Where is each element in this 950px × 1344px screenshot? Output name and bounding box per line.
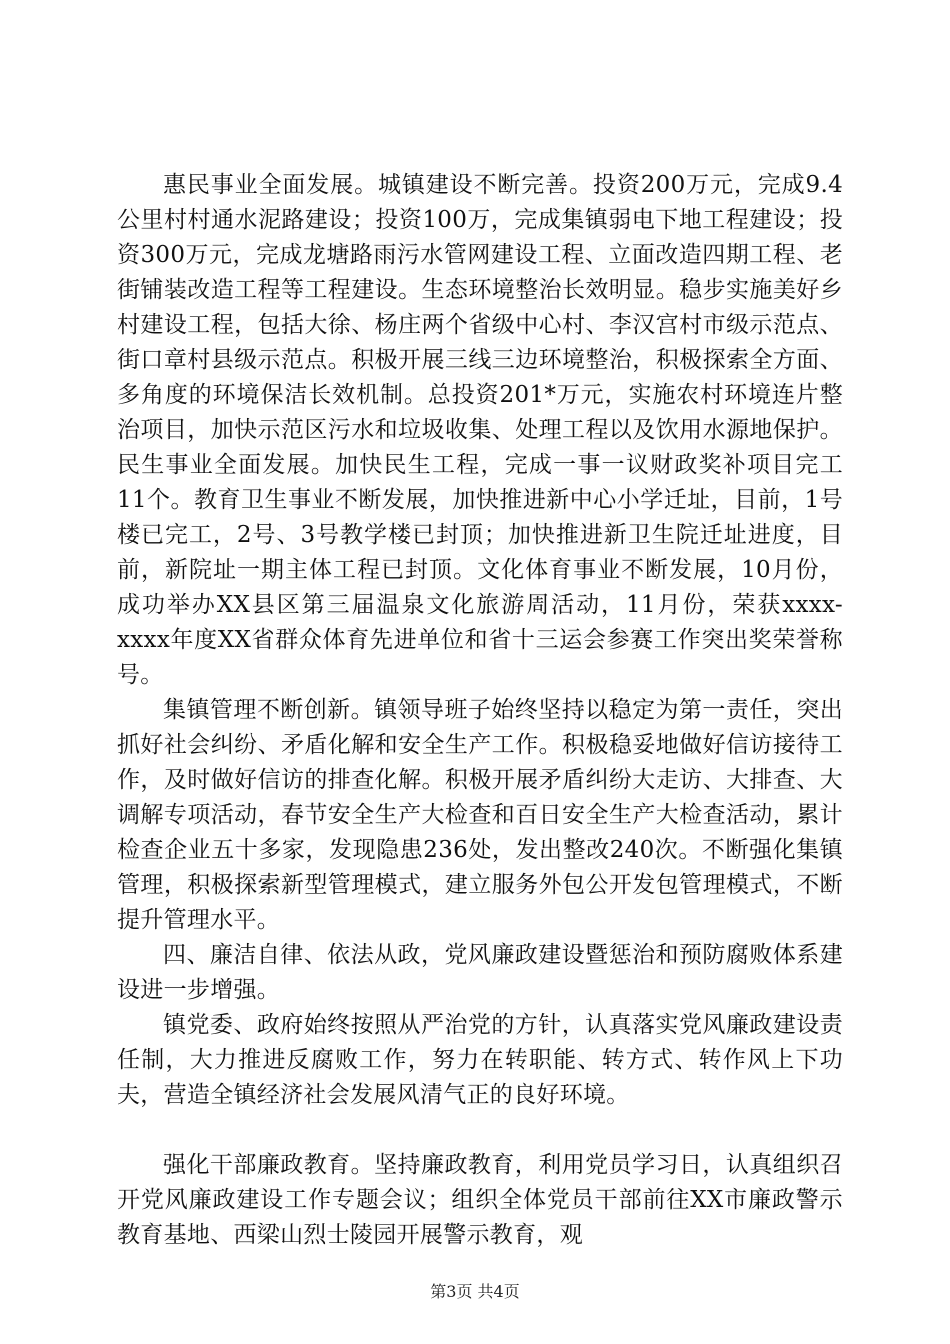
paragraph-huimin: 惠民事业全面发展。城镇建设不断完善。投资200万元，完成9.4公里村村通水泥路建设；投资100万，完成集镇弱电下地工程建设；投资300万元，完成龙塘路雨污水管网建设工程、立面改造四期工程、老街铺装改造工程等工程建设。生态环境整治长效明显。稳步实施美好乡村建设工程，包括大徐、杨庄两个省级中心村、李汉宫村市级示范点、街口章村县级示范点。积极开展三线三边环境整治，积极探索全方面、多角度的环境保洁长效机制。总投资201*万元，实施农村环境连片整治项目，加快示范区污水和垃圾收集、处理工程以及饮用水源地保护。民生事业全面发展。加快民生工程，完成一事一议财政奖补项目完工11个。教育卫生事业不断发展，加快推进新中心小学迁址，目前，1号楼已完工，2号、3号教学楼已封顶；加快推进新卫生院迁址进度，目前，新院址一期主体工程已封顶。文化体育事业不断发展，10月份，成功举办XX县区第三届温泉文化旅游周活动，11月份，荣获xxxx-xxxx年度XX省群众体育先进单位和省十三运会参赛工作突出奖荣誉称号。 [117,172,843,688]
paragraph-lianzheng: 强化干部廉政教育。坚持廉政教育，利用党员学习日，认真组织召开党风廉政建设工作专题会议；组织全体党员干部前往XX市廉政警示教育基地、西梁山烈士陵园开展警示教育，观 [117,1152,843,1248]
document-body [117,168,843,1253]
section-heading-four: 四、廉洁自律、依法从政，党风廉政建设暨惩治和预防腐败体系建设进一步增强。 [117,942,843,1003]
paragraph-jizhen: 集镇管理不断创新。镇领导班子始终坚持以稳定为第一责任，突出抓好社会纠纷、矛盾化解和安全生产工作。积极稳妥地做好信访接待工作，及时做好信访的排查化解。积极开展矛盾纠纷大走访、大排查、大调解专项活动，春节安全生产大检查和百日安全生产大检查活动，累计检查企业五十多家，发现隐患236处，发出整改240次。不断强化集镇管理，积极探索新型管理模式，建立服务外包公开发包管理模式，不断提升管理水平。 [117,697,843,933]
paragraph-dangwei: 镇党委、政府始终按照从严治党的方针，认真落实党风廉政建设责任制，大力推进反腐败工作，努力在转职能、转方式、转作风上下功夫，营造全镇经济社会发展风清气正的良好环境。 [117,1012,843,1108]
page-footer: 第3页 共4页 [430,1282,520,1301]
